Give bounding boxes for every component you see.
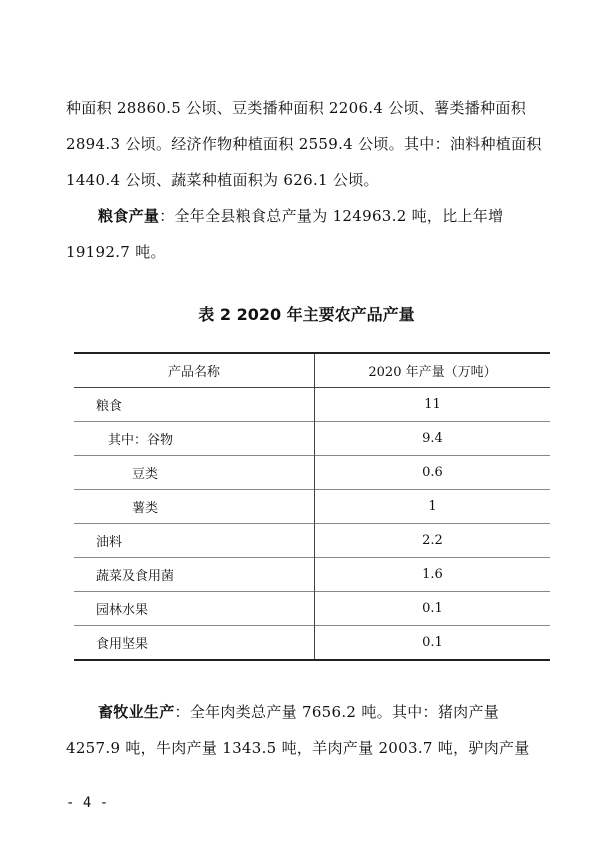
page-number: - 4 - (66, 795, 109, 811)
product-name: 食用坚果 (96, 637, 149, 652)
table-title: 表 2 2020 年主要农产品产量 (198, 305, 415, 324)
product-name: 粮食 (96, 399, 123, 414)
table-row (74, 524, 550, 558)
livestock-text: ：全年肉类总产量 7656.2 吨。其中：猪肉产量 4257.9 吨，牛肉产量 1343.5 吨，羊肉产量 2003.7 吨，驴肉产量 (66, 703, 530, 757)
table-row (74, 592, 550, 626)
product-output: 2.2 (315, 524, 551, 558)
table-row (74, 558, 550, 592)
product-name: 蔬菜及食用菌 (96, 569, 175, 584)
table-row (74, 626, 550, 661)
product-output: 1.6 (315, 558, 551, 592)
paragraph-grain-output (66, 198, 554, 270)
table-row (74, 490, 550, 524)
paragraph-livestock (66, 694, 554, 766)
product-output: 0.1 (315, 626, 551, 661)
column-header-product: 产品名称 (167, 365, 220, 380)
grain-output-label: 粮食产量 (98, 207, 160, 225)
product-output: 0.6 (315, 456, 551, 490)
table-row (74, 422, 550, 456)
paragraph-planting-area: 种面积 28860.5 公顷、豆类播种面积 2206.4 公顷、薯类播种面积 2894.3 公顷。经济作物种植面积 2559.4 公顷。其中：油料种植面积 1440.4 公顷、蔬菜种植面积为 626.1 公顷。 (66, 99, 542, 189)
table-header-row (74, 353, 550, 388)
product-name: 油料 (96, 535, 123, 550)
product-name: 园林水果 (96, 603, 149, 618)
agri-products-table (74, 352, 550, 661)
product-output: 0.1 (315, 592, 551, 626)
table-row (74, 388, 550, 422)
product-name: 豆类 (132, 467, 159, 482)
column-header-output: 2020 年产量（万吨） (315, 353, 551, 388)
product-output: 11 (315, 388, 551, 422)
product-output: 1 (315, 490, 551, 524)
product-output: 9.4 (315, 422, 551, 456)
product-name: 薯类 (132, 501, 159, 516)
livestock-label: 畜牧业生产 (98, 703, 175, 721)
product-name: 其中：谷物 (108, 433, 174, 448)
grain-output-text: ：全年全县粮食总产量为 124963.2 吨，比上年增 19192.7 吨。 (66, 207, 504, 261)
table-row (74, 456, 550, 490)
